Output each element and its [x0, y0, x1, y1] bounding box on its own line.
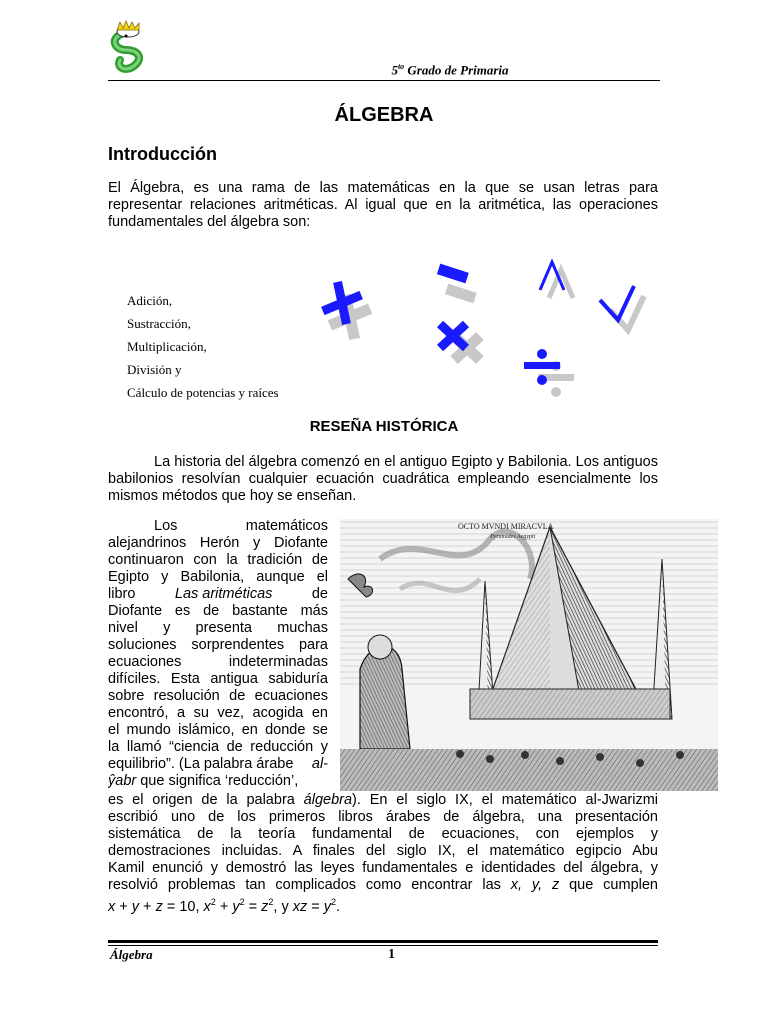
operation-item: Cálculo de potencias y raíces: [127, 385, 279, 400]
page-title: ÁLGEBRA: [334, 104, 434, 126]
footer-rule: [108, 945, 658, 946]
operation-symbols: [300, 248, 670, 418]
history-paragraph: La historia del álgebra comenzó en el antiguo Egipto y Babilonia. Los antiguos babilonios resolvían cualquier ecuación cuadrática empleando esencialmente los mismos métodos que hoy se enseñan.: [108, 454, 658, 504]
bottom-line: resolvió problemas tan complicados como encontrar las x, y, z que cumplen: [108, 877, 658, 893]
operation-item: División y: [127, 362, 182, 377]
pyramids-engraving-image: [340, 519, 718, 791]
caret-power-symbol-icon: [540, 262, 573, 298]
intro-heading: Introducción: [108, 144, 217, 164]
root-symbol-icon: [600, 286, 644, 330]
history-wrapped-column: [108, 518, 328, 790]
bottom-line: demostraciones incluidas. A finales del siglo IX, el matemático egipcio Abu: [108, 843, 658, 859]
header-rule: [108, 80, 660, 81]
wrapped-line: ecuaciones indeterminadas: [108, 654, 328, 670]
wrapped-line: el mundo islámico, en donde se: [108, 722, 328, 738]
operation-item: Adición,: [127, 293, 173, 308]
wrapped-line: Los matemáticos: [154, 518, 328, 534]
operation-item: Multiplicación,: [127, 339, 207, 354]
footer-rule: [108, 940, 658, 943]
plus-symbol-icon: [323, 283, 369, 337]
operation-item: Sustracción,: [127, 316, 191, 331]
wrapped-line: encontró, a su vez, acogida en: [108, 705, 328, 721]
times-symbol-icon: [440, 324, 480, 360]
bottom-line: Kamil enunció y demostró las leyes fundamentales e identidades del álgebra, y: [108, 860, 658, 876]
header-grade-title: $5^{to}$ Grado de Primaria: [391, 62, 509, 78]
bottom-line: escribió uno de los primeros libros árabes de álgebra, una presentación: [108, 809, 658, 825]
wrapped-line: difíciles. Esta antigua sabiduría: [108, 671, 328, 687]
history-bottom-paragraph: [108, 792, 658, 916]
history-heading: RESEÑA HISTÓRICA: [309, 418, 459, 435]
divide-symbol-icon: [524, 349, 574, 397]
wrapped-line: alejandrinos Herón y Diofante: [108, 535, 328, 551]
school-logo: [104, 20, 160, 78]
wrapped-line: ŷabr que significa ‘reducción’,: [108, 773, 299, 789]
wrapped-line: Egipto y Babilonia, aunque el: [108, 569, 328, 585]
wrapped-line: nivel y presenta muchas: [108, 620, 328, 636]
footer-page-number: 1: [388, 947, 395, 962]
wrapped-line: continuaron con la tradición de: [108, 552, 328, 568]
operations-list: [127, 289, 279, 404]
bottom-line: es el origen de la palabra álgebra). En el siglo IX, el matemático al-Jwarizmi: [108, 792, 658, 808]
minus-symbol-icon: [437, 264, 477, 304]
engraving-caption-2: Pyramides Aegypti: [490, 534, 536, 540]
wrapped-line: la llamó “ciencia de reducción y: [108, 739, 328, 755]
engraving-caption-1: OCTO MVNDI MIRACVLA: [458, 522, 554, 531]
intro-paragraph: El Álgebra, es una rama de las matemáticas en la que se usan letras para representar relaciones aritméticas. Al igual que en la aritmética, las operaciones fundamentales del álgebra son:: [108, 180, 658, 230]
wrapped-line: libro Las aritméticas de: [108, 586, 328, 602]
bottom-line: sistemática de la teoría fundamental de ecuaciones, con ejemplos y: [108, 826, 658, 842]
equation-line: x + y + z = 10, $x^2 + y^2 = z^2$, y xz = $y^2$.: [108, 897, 341, 915]
footer-subject: Álgebra: [110, 947, 153, 962]
wrapped-line: equilibrio”. (La palabra árabe al-: [108, 756, 328, 772]
wrapped-line: sobre resolución de ecuaciones: [108, 688, 328, 704]
wrapped-line: Diofante es de bastante más: [108, 603, 328, 619]
wrapped-line: soluciones sorprendentes para: [108, 637, 328, 653]
